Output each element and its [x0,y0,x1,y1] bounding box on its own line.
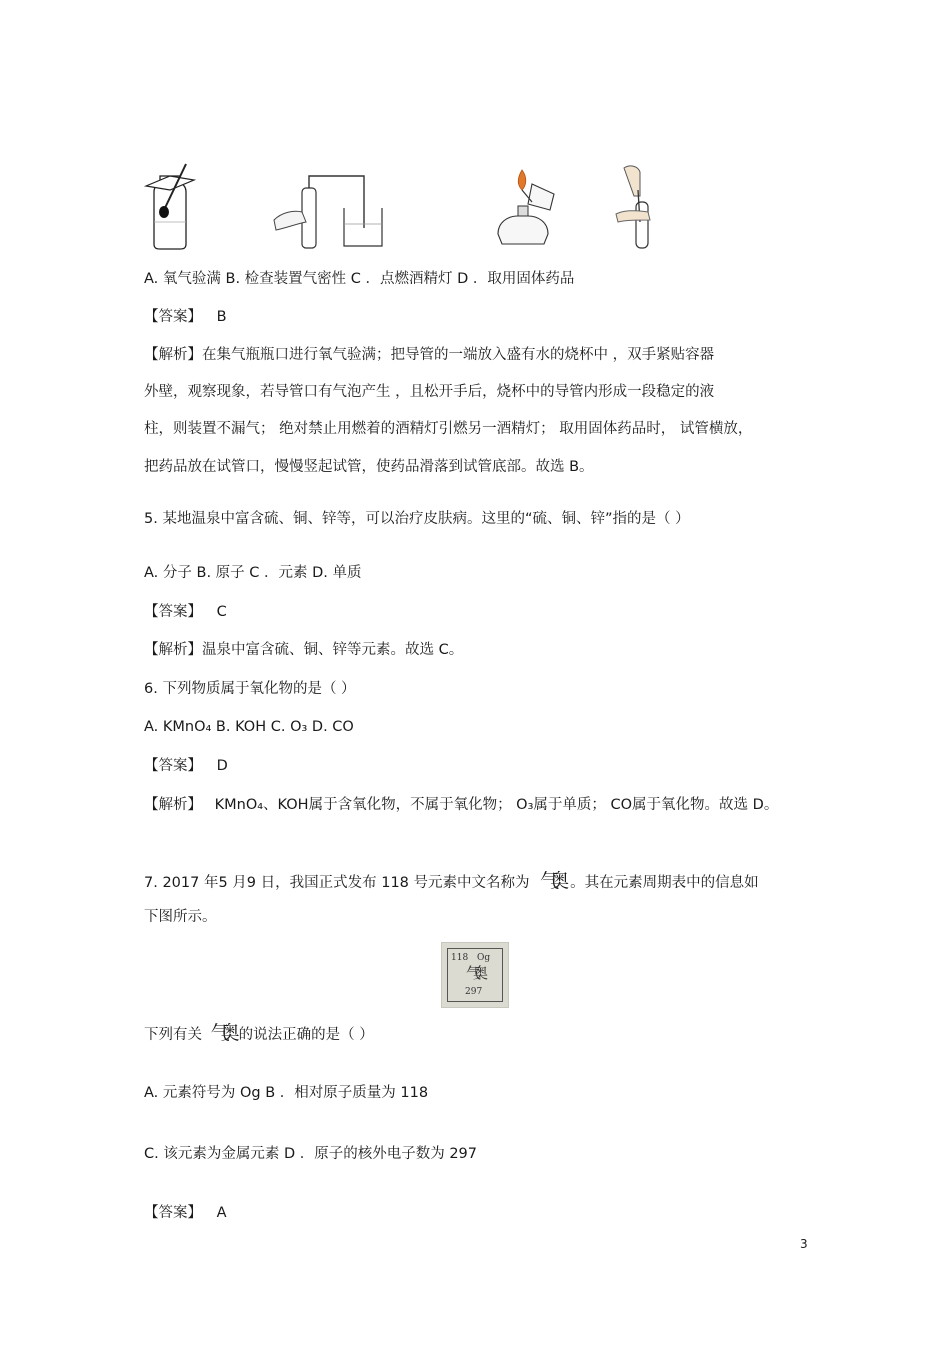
q5-answer [144,605,227,620]
answer-label: 【答案】 [144,604,202,620]
atomic-mass: 297 [465,987,483,997]
q6-stem: 6. 下列物质属于氧化物的是（ ） [144,681,356,697]
explain-text: KMnO₄、KOH属于含氧化物，不属于氧化物； O₃属于单质； CO属于氧化物。故选 D。 [214,797,779,813]
stem-text: 7. 2017 年5 月9 日，我国正式发布 118 号元素中文名称为 [144,875,530,891]
q4-answer [144,310,227,325]
alcohol-lamp-figure [492,164,564,250]
q7-stem-line-2: 下图所示。 [144,909,217,925]
explain-label: 【解析】 [144,347,202,363]
answer-label: 【答案】 [144,309,202,325]
q4-explain-line-3: 柱，则装置不漏气； 绝对禁止用燃着的酒精灯引燃另一酒精灯； 取用固体药品时， 试管横放， [144,421,753,437]
explain-label: 【解析】 [144,797,202,813]
element-name: 气奥 [466,964,481,982]
q4-explain-line-1 [144,348,714,363]
explain-text: 在集气瓶瓶口进行氧气验满；把导管的一端放入盛有水的烧杯中 ，双手紧贴容器 [202,347,715,363]
q7-question [144,1024,374,1043]
question-text-end: 的说法正确的是（ ） [238,1027,374,1043]
solid-reagent-figure [614,162,670,252]
og-character: 气奥 [210,1022,231,1044]
q6-explain [144,798,778,813]
answer-value: C [216,604,227,620]
answer-value: D [216,758,228,774]
periodic-table-cell-frame [447,948,503,1002]
explain-text: 温泉中富含硫、铜、锌等元素。故选 C。 [202,642,464,658]
page-number: 3 [800,1237,808,1251]
q4-explain-line-4: 把药品放在试管口，慢慢竖起试管，使药品滑落到试管底部。故选 B。 [144,459,594,475]
q4-explain-line-2: 外壁，观察现象，若导管口有气泡产生 ，且松开手后，烧杯中的导管内形成一段稳定的液 [144,384,715,400]
answer-value: B [216,309,227,325]
q4-options: A. 氧气验满 B. 检查装置气密性 C ．点燃酒精灯 D ．取用固体药品 [144,271,575,287]
explain-label: 【解析】 [144,642,202,658]
q5-options: A. 分子 B. 原子 C ．元素 D. 单质 [144,565,362,581]
q7-stem-line-1 [144,872,759,891]
gas-jar-figure [140,160,200,252]
q7-answer [144,1206,227,1221]
answer-label: 【答案】 [144,1205,202,1221]
periodic-table-cell [441,942,509,1008]
airtightness-check-figure [272,168,384,250]
q7-options-line-2: C. 该元素为金属元素 D ．原子的核外电子数为 297 [144,1146,478,1162]
answer-label: 【答案】 [144,758,202,774]
atomic-number: 118 [451,953,469,963]
q5-explain [144,643,463,658]
og-character: 气奥 [540,870,561,892]
question-text: 下列有关 [144,1027,202,1043]
q5-stem: 5. 某地温泉中富含硫、铜、锌等，可以治疗皮肤病。这里的“硫、铜、锌”指的是（ ） [144,511,690,527]
q6-answer [144,759,228,774]
element-symbol: Og [477,953,491,963]
q6-options: A. KMnO₄ B. KOH C. O₃ D. CO [144,719,354,735]
stem-text-end: 。其在元素周期表中的信息如 [570,875,759,891]
q7-options-line-1: A. 元素符号为 Og B ．相对原子质量为 118 [144,1085,429,1101]
answer-value: A [216,1205,227,1221]
